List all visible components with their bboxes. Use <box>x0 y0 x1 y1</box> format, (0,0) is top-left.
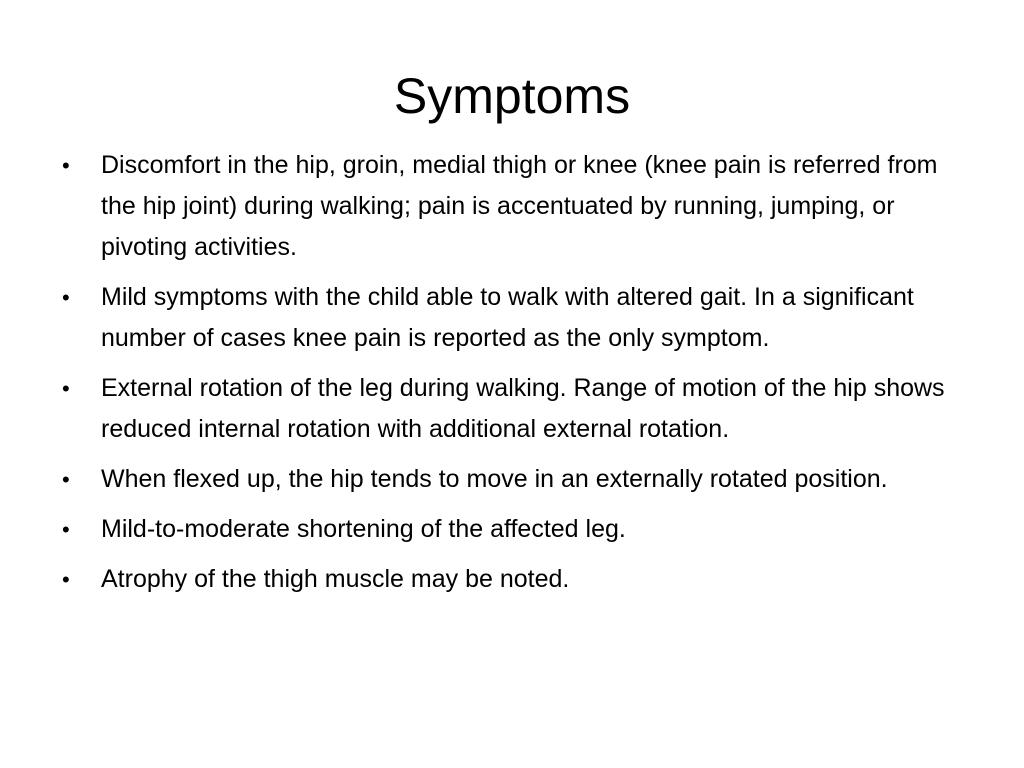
bullet-text: Mild-to-moderate shortening of the affected leg. <box>101 515 626 543</box>
bullet-item <box>60 145 975 268</box>
bullet-icon: • <box>62 467 70 492</box>
bullet-item <box>60 368 975 450</box>
bullet-list <box>60 145 975 609</box>
bullet-text: Atrophy of the thigh muscle may be noted. <box>101 565 570 593</box>
bullet-icon: • <box>62 567 70 592</box>
bullet-text: When flexed up, the hip tends to move in an externally rotated position. <box>101 465 888 493</box>
bullet-text: Discomfort in the hip, groin, medial thigh or knee (knee pain is referred from the hip joint) during walking; pain is accentuated by running, jumping, or pivoting activities. <box>101 151 938 261</box>
bullet-item <box>60 277 975 359</box>
bullet-icon: • <box>62 285 70 310</box>
bullet-item <box>60 509 975 550</box>
bullet-text: External rotation of the leg during walking. Range of motion of the hip shows reduced internal rotation with additional external rotation. <box>101 374 945 443</box>
bullet-icon: • <box>62 153 70 178</box>
bullet-icon: • <box>62 376 70 401</box>
slide-title: Symptoms <box>393 68 631 124</box>
bullet-text: Mild symptoms with the child able to walk with altered gait. In a significant number of cases knee pain is reported as the only symptom. <box>101 283 914 352</box>
bullet-item <box>60 559 975 600</box>
bullet-item <box>60 459 975 500</box>
bullet-icon: • <box>62 517 70 542</box>
